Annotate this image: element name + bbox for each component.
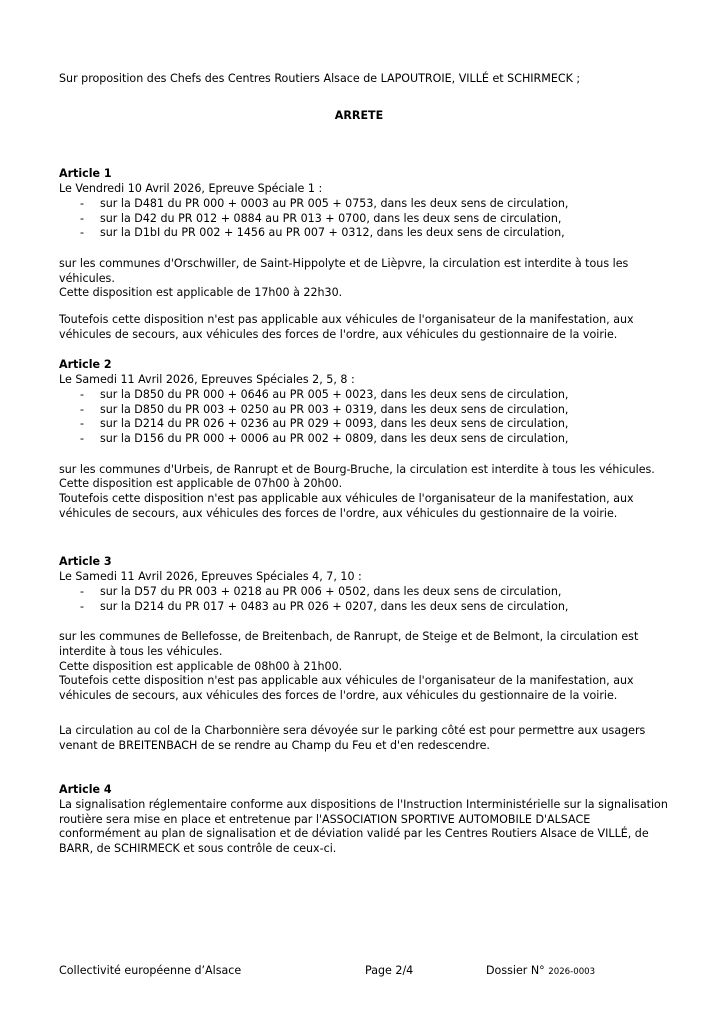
article-2 (59, 358, 673, 521)
spacer (59, 342, 673, 358)
list-item-text: sur la D156 du PR 000 + 0006 au PR 002 + 0809, dans les deux sens de circulation, (100, 431, 569, 445)
spacer (59, 753, 673, 783)
list-item (59, 585, 673, 600)
spacer (59, 614, 673, 630)
spacer (59, 521, 673, 555)
spacer (59, 123, 673, 167)
article-4-body: La signalisation réglementaire conforme aux dispositions de l'Instruction Interministérielle sur la signalisation routière sera mise en place et entretenue par l'ASSOCIATION SPORTIVE AUTOMOBILE D'ALSACE conformément au plan de signalisation et de déviation validé par les Centres Routiers Alsace de VILLÉ, de BARR, de SCHIRMECK et sous contrôle de ceux-ci. (59, 797, 668, 856)
article-3-schedule: Cette disposition est applicable de 08h00 à 21h00. (59, 659, 343, 673)
list-item-text: sur la D42 du PR 012 + 0884 au PR 013 + 0700, dans les deux sens de circulation, (100, 211, 562, 225)
spacer (59, 241, 673, 257)
footer-dossier-label: Dossier N° (486, 964, 545, 977)
list-item (59, 600, 673, 615)
list-item-text: sur la D1bI du PR 002 + 1456 au PR 007 + 0312, dans les deux sens de circulation, (100, 226, 565, 240)
article-1-heading: Article 1 (59, 167, 112, 181)
article-2-schedule: Cette disposition est applicable de 07h00 à 20h00. (59, 477, 343, 491)
article-1 (59, 167, 673, 342)
article-3-heading: Article 3 (59, 555, 112, 569)
article-3-communes: sur les communes de Bellefosse, de Breitenbach, de Ranrupt, de Steige et de Belmont, la circulation est interdite à tous les véhicules. (59, 630, 639, 658)
article-3 (59, 555, 673, 753)
footer-organization: Collectivité européenne d’Alsace (59, 964, 242, 977)
article-1-bullet-list (59, 197, 673, 241)
article-1-lead: Le Vendredi 10 Avril 2026, Epreuve Spéciale 1 : (59, 182, 323, 196)
article-3-exception: Toutefois cette disposition n'est pas applicable aux véhicules de l'organisateur de la manifestation, aux véhicules de secours, aux véhicules des forces de l'ordre, aux véhicules du gestionnaire de la voirie. (59, 674, 634, 703)
bullet-dash: - (80, 431, 85, 445)
list-item (59, 212, 673, 227)
bullet-dash: - (80, 402, 85, 416)
list-item-text: sur la D214 du PR 026 + 0236 au PR 029 + 0093, dans les deux sens de circulation, (100, 417, 569, 431)
page-footer (59, 963, 673, 983)
article-3-extra-note: La circulation au col de la Charbonnière sera dévoyée sur le parking côté est pour permettre aux usagers venant de BREITENBACH de se rendre au Champ du Feu et d'en redescendre. (59, 723, 646, 752)
spacer (59, 301, 673, 313)
article-1-schedule: Cette disposition est applicable de 17h00 à 22h30. (59, 286, 343, 300)
article-2-bullet-list (59, 388, 673, 447)
bullet-dash: - (80, 211, 85, 225)
article-2-exception: Toutefois cette disposition n'est pas applicable aux véhicules de l'organisateur de la manifestation, aux véhicules de secours, aux véhicules des forces de l'ordre, aux véhicules du gestionnaire de la voirie. (59, 492, 634, 520)
footer-page-number: Page 2/4 (365, 964, 414, 977)
bullet-dash: - (80, 196, 85, 210)
list-item (59, 403, 673, 418)
list-item (59, 226, 673, 241)
list-item (59, 388, 673, 403)
article-2-heading: Article 2 (59, 358, 112, 372)
bullet-dash: - (80, 417, 85, 431)
article-1-exception: Toutefois cette disposition n'est pas applicable aux véhicules de l'organisateur de la manifestation, aux véhicules de secours, aux véhicules des forces de l'ordre, aux véhicules du gestionnaire de la voirie. (59, 313, 634, 341)
bullet-dash: - (80, 584, 85, 598)
bullet-dash: - (80, 226, 85, 240)
spacer (59, 87, 673, 109)
list-item-text: sur la D57 du PR 003 + 0218 au PR 006 + 0502, dans les deux sens de circulation, (100, 584, 562, 598)
bullet-dash: - (80, 387, 85, 401)
list-item (59, 197, 673, 212)
intro-paragraph: Sur proposition des Chefs des Centres Routiers Alsace de LAPOUTROIE, VILLÉ et SCHIRMECK ; (59, 72, 581, 85)
list-item-text: sur la D481 du PR 000 + 0003 au PR 005 + 0753, dans les deux sens de circulation, (100, 196, 569, 210)
bullet-dash: - (80, 599, 85, 613)
list-item-text: sur la D850 du PR 003 + 0250 au PR 003 + 0319, dans les deux sens de circulation, (100, 402, 569, 416)
list-item-text: sur la D850 du PR 000 + 0646 au PR 005 + 0023, dans les deux sens de circulation, (100, 387, 569, 401)
article-2-lead: Le Samedi 11 Avril 2026, Epreuves Spéciales 2, 5, 8 : (59, 373, 355, 387)
list-item (59, 432, 673, 447)
spacer (59, 704, 673, 724)
article-3-lead: Le Samedi 11 Avril 2026, Epreuves Spéciales 4, 7, 10 : (59, 570, 362, 584)
article-4 (59, 783, 673, 857)
footer-dossier-number: 2026-0003 (548, 967, 596, 977)
article-1-communes: sur les communes d'Orschwiller, de Saint-Hippolyte et de Lièpvre, la circulation est interdite à tous les véhicules. (59, 256, 629, 285)
article-4-heading: Article 4 (59, 783, 112, 797)
list-item (59, 417, 673, 432)
decree-heading: ARRETE (334, 108, 384, 122)
footer-dossier (486, 963, 595, 980)
list-item-text: sur la D214 du PR 017 + 0483 au PR 026 + 0207, dans les deux sens de circulation, (100, 599, 569, 613)
spacer (59, 447, 673, 463)
document-body (59, 72, 673, 857)
article-3-bullet-list (59, 585, 673, 614)
article-2-communes: sur les communes d'Urbeis, de Ranrupt et de Bourg-Bruche, la circulation est interdite à tous les véhicules. (59, 462, 655, 476)
